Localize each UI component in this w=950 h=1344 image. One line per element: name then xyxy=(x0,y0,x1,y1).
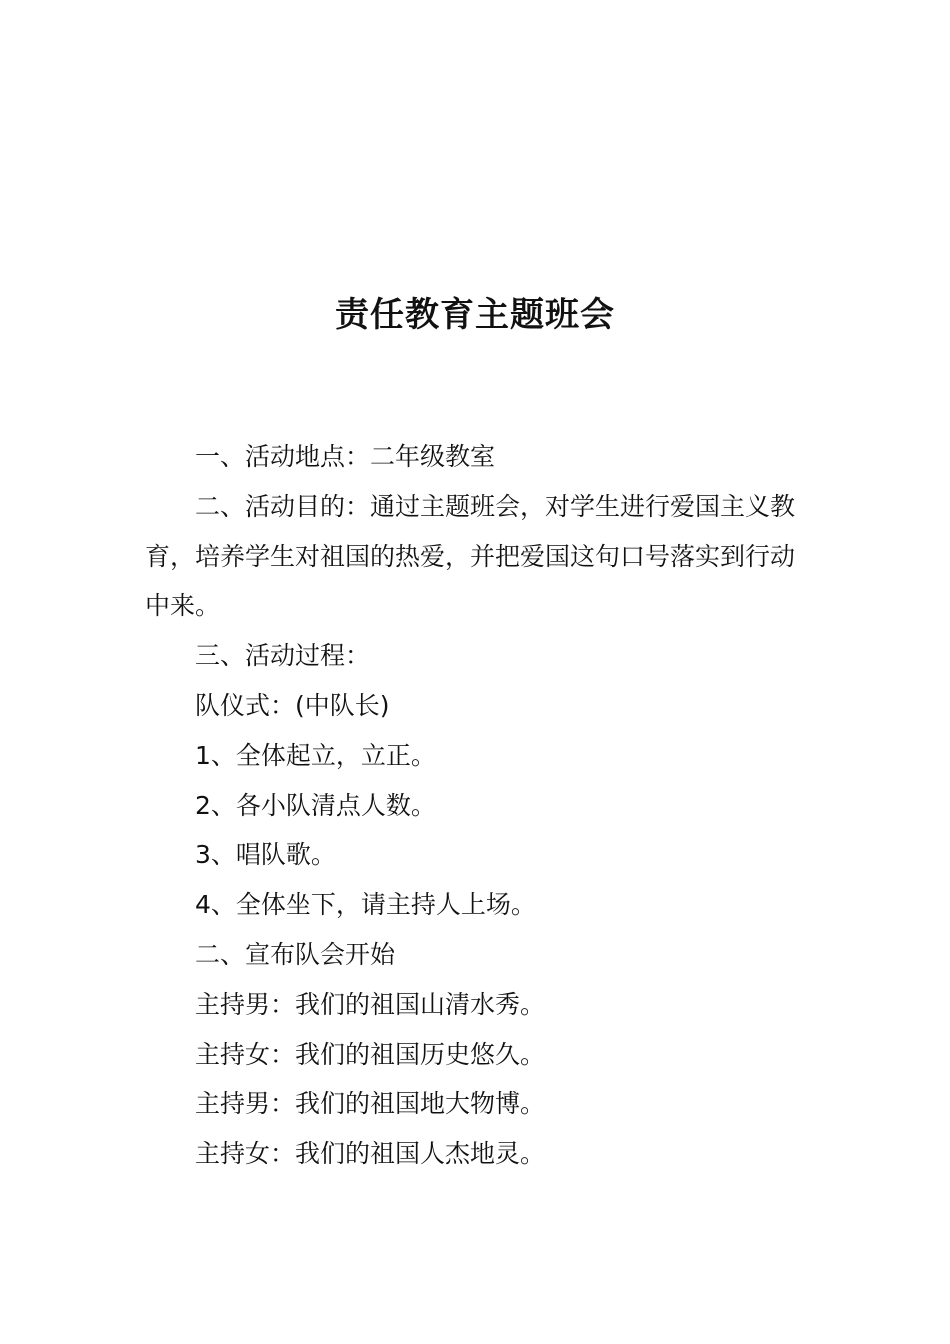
dialogue-line: 主持女：我们的祖国历史悠久。 xyxy=(195,1039,546,1069)
paragraph-ceremony: 队仪式：(中队长) xyxy=(195,690,390,720)
dialogue-line: 主持女：我们的祖国人杰地灵。 xyxy=(195,1139,546,1169)
document-title: 责任教育主题班会 xyxy=(335,295,615,335)
dialogue-line: 主持男：我们的祖国山清水秀。 xyxy=(195,989,546,1019)
list-item: 2、各小队清点人数。 xyxy=(195,790,436,820)
paragraph-location: 一、活动地点：二年级教室 xyxy=(195,442,496,471)
paragraph-purpose: 二、活动目的：通过主题班会，对学生进行爱国主义教育，培养学生对祖国的热爱，并把爱国这句口号落实到行动中来。 xyxy=(145,491,796,621)
document-body xyxy=(145,432,810,1179)
list-item: 1、全体起立，立正。 xyxy=(195,740,436,770)
paragraph-meeting-start: 二、宣布队会开始 xyxy=(195,939,396,969)
list-item: 4、全体坐下，请主持人上场。 xyxy=(195,890,536,920)
paragraph-process-heading: 三、活动过程： xyxy=(195,641,371,671)
list-item: 3、唱队歌。 xyxy=(195,840,336,870)
dialogue-line: 主持男：我们的祖国地大物博。 xyxy=(195,1089,546,1119)
